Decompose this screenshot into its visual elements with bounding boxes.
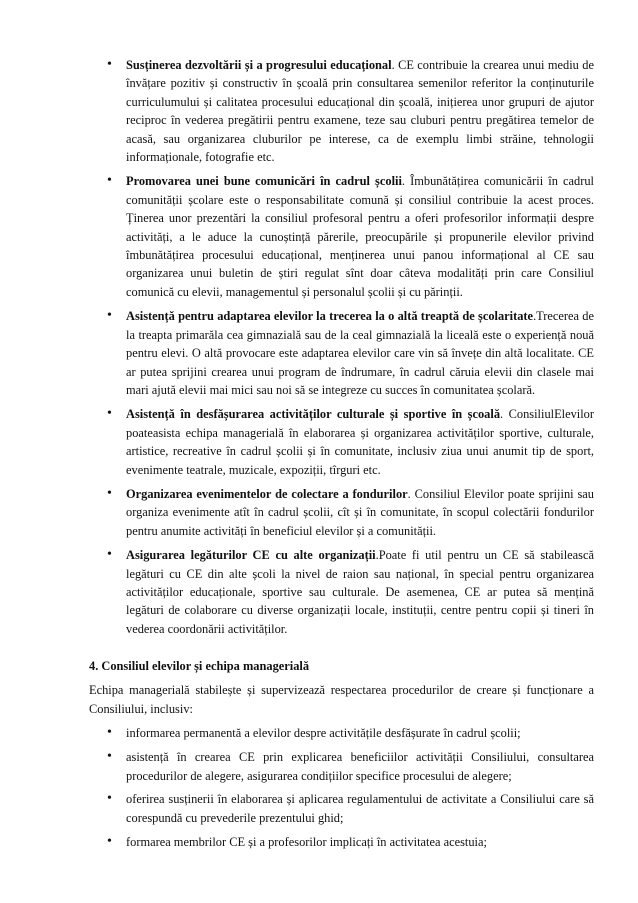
section-intro: Echipa managerială stabilește și supervizează respectarea procedurilor de creare și funcționare a Consiliului, inclusiv: bbox=[89, 683, 594, 716]
responsibilities-list bbox=[89, 56, 594, 638]
list-item bbox=[89, 172, 594, 301]
item-lead: Asistență pentru adaptarea elevilor la trecerea la o altă treaptă de școlaritate bbox=[126, 309, 534, 324]
list-item: • oferirea susținerii în elaborarea și aplicarea regulamentului de activitate a Consiliului care să corespundă cu prevederile prezentului ghid; bbox=[89, 790, 594, 827]
list-item bbox=[89, 485, 594, 540]
section-block bbox=[89, 657, 594, 857]
list-item bbox=[89, 546, 594, 638]
list-item: • informarea permanentă a elevilor despre activitățile desfășurate în cadrul școlii; bbox=[89, 724, 594, 742]
item-text: . ConsiliulElevilor poateasista echipa managerială în elaborarea și organizarea activităților sportive, culturale, artistice, recreative în cadrul școlii și în comunitate, inclusiv ziua unui anumit tip de sport, evenimente teatrale, muzicale, expoziții, tîrguri etc. bbox=[126, 407, 594, 477]
item-lead: Promovarea unei bune comunicări în cadrul școlii bbox=[126, 174, 402, 189]
list-item bbox=[89, 56, 594, 166]
item-text: .Trecerea de la treapta primarăla cea gimnazială sau de la ceal gimnazială la liceală este o experiență nouă pentru elevi. O altă provocare este adaptarea elevilor care vin să învețe din altă localitate. CE ar putea sprijini crearea unui program de îndrumare, în cadrul căruia elevii din clasele mai mari ajută elevii mai mici sau noi să se integreze cu succes în comunitatea școlară. bbox=[126, 309, 594, 397]
item-lead: Asistență în desfășurarea activităților culturale și sportive în școală bbox=[126, 407, 501, 422]
item-text: . Consiliul Elevilor poate sprijini sau organiza evenimente atît în cadrul școlii, cît și în comunitate, în scopul colectării fondurilor pentru anumite activități în beneficiul elevilor și a comunității. bbox=[126, 486, 594, 538]
item-lead: Organizarea evenimentelor de colectare a fondurilor bbox=[126, 486, 408, 501]
list-item bbox=[89, 405, 594, 479]
management-duties-list bbox=[89, 724, 594, 851]
list-item: • asistență în crearea CE prin explicarea beneficiilor activității Consiliului, consultarea procedurilor de alegere, asigurarea condițiilor specifice procesului de alegere; bbox=[89, 748, 594, 785]
item-text: . Îmbunătățirea comunicării în cadrul comunității școlare este o responsabilitate comună și consiliul contribuie la acest proces. Ținerea unor prezentări la consiliul profesoral pentru a oferi profesorilor informații despre activități, a le aduce la cunoștință părerile, preocupările și propunerile elevilor privind îmbunătățirea procesului educațional, menținerea unui panou informațional al CE sau organizarea unui buletin de știri regulat sînt doar câteva modalități prin care Consiliul comunică cu elevii, managementul și personalul școlii și cu părinții. bbox=[126, 174, 594, 299]
list-item: • formarea membrilor CE și a profesorilor implicați în activitatea acestuia; bbox=[89, 833, 594, 851]
item-lead: Asigurarea legăturilor CE cu alte organizații bbox=[126, 548, 376, 563]
item-text: . CE contribuie la crearea unui mediu de învățare pozitiv și constructiv în școală prin consultarea semenilor referitor la conținuturile curriculumului și calitatea procesului educațional din școală, inițierea unor grupuri de ajutor reciproc în vederea pregătirii pentru examene, teze sau cluburi pentru pregătirea temelor de acasă, sau organizarea cluburilor pe interese, ca de exemplu limbi străine, tehnologii informaționale, fotografie etc. bbox=[126, 58, 594, 165]
section-heading: 4. Consiliul elevilor și echipa managerială bbox=[89, 659, 310, 673]
list-item bbox=[89, 307, 594, 399]
item-text: .Poate fi util pentru un CE să stabilească legături cu CE din alte școli la nivel de raion sau național, în special pentru organizarea activităților educaționale, sportive sau culturale. De asemenea, CE ar putea să mențină legături de colaborare cu diverse organizații locale, instituții, centre pentru copii și tineri în vederea coordonării activităților. bbox=[126, 548, 595, 636]
item-lead: Susținerea dezvoltării și a progresului educațional bbox=[126, 58, 392, 72]
page-content bbox=[89, 56, 594, 644]
